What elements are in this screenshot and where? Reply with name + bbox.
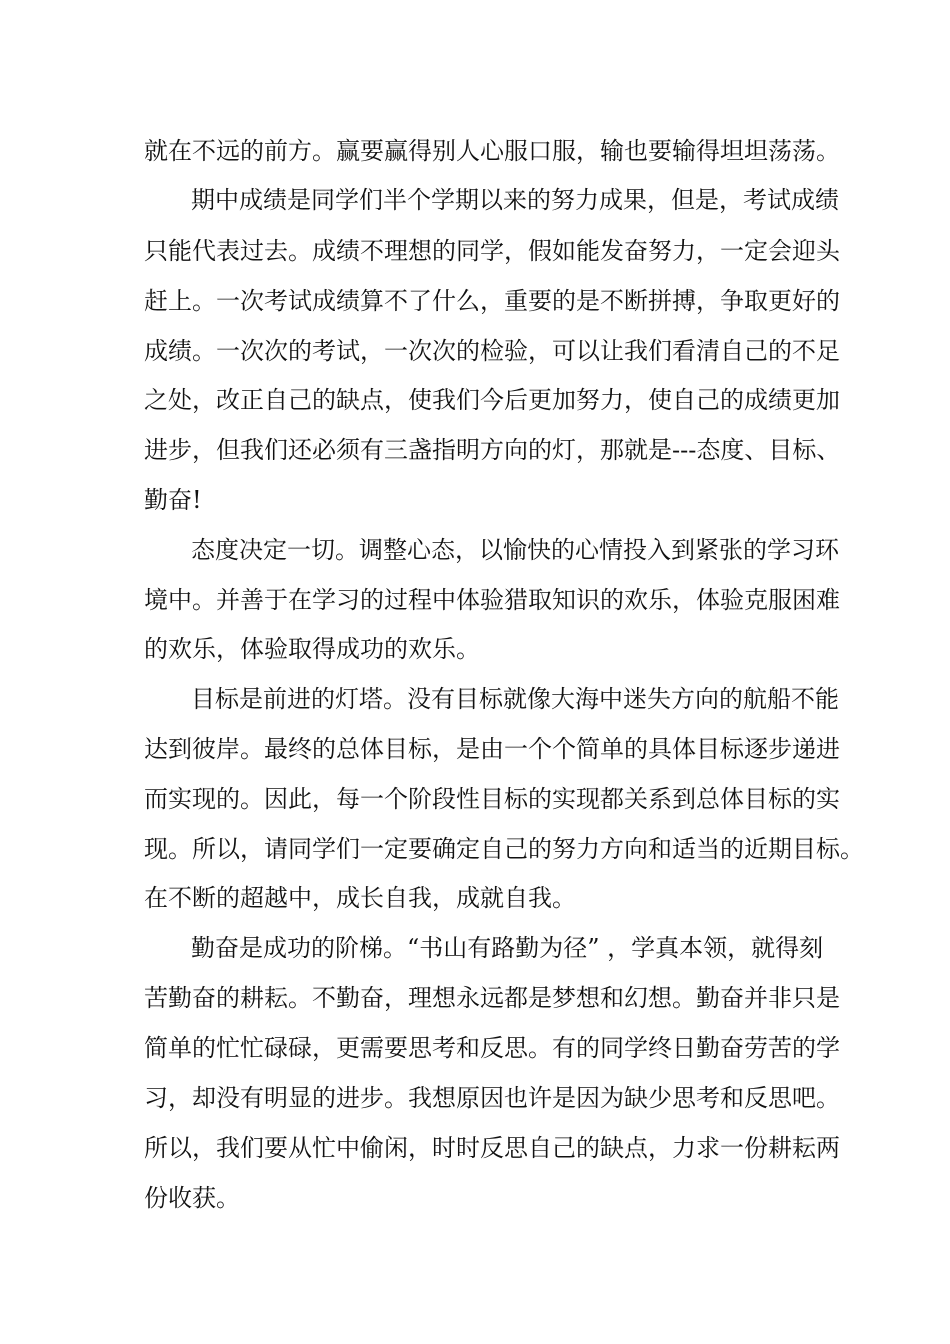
text-line: 而实现的。因此，每一个阶段性目标的实现都关系到总体目标的实 (144, 785, 840, 813)
text-line: 的欢乐，体验取得成功的欢乐。 (144, 635, 480, 663)
text-line: 境中。并善于在学习的过程中体验猎取知识的欢乐，体验克服困难 (144, 586, 840, 614)
text-line: 进步，但我们还必须有三盏指明方向的灯，那就是---态度、目标、 (144, 436, 841, 464)
text-line: 就在不远的前方。赢要赢得别人心服口服，输也要输得坦坦荡荡。 (144, 137, 840, 165)
text-line: 态度决定一切。调整心态，以愉快的心情投入到紧张的学习环 (191, 536, 839, 564)
text-line: 所以，我们要从忙中偷闲，时时反思自己的缺点，力求一份耕耘两 (144, 1134, 840, 1162)
text-line: 现。所以，请同学们一定要确定自己的努力方向和适当的近期目标。 (144, 835, 864, 863)
text-line: 只能代表过去。成绩不理想的同学，假如能发奋努力，一定会迎头 (144, 237, 840, 265)
text-line: 份收获。 (144, 1184, 240, 1212)
text-line: 达到彼岸。最终的总体目标，是由一个个简单的具体目标逐步递进 (144, 735, 840, 763)
text-line: 成绩。一次次的考试，一次次的检验，可以让我们看清自己的不足 (144, 337, 840, 365)
text-line: 习，却没有明显的进步。我想原因也许是因为缺少思考和反思吧。 (144, 1084, 840, 1112)
text-line: 苦勤奋的耕耘。不勤奋，理想永远都是梦想和幻想。勤奋并非只是 (144, 984, 840, 1012)
text-line: 之处，改正自己的缺点，使我们今后更加努力，使自己的成绩更加 (144, 386, 840, 414)
text-line: 目标是前进的灯塔。没有目标就像大海中迷失方向的航船不能 (191, 685, 839, 713)
text-line: 在不断的超越中，成长自我，成就自我。 (144, 884, 576, 912)
text-line: 勤奋! (144, 486, 202, 514)
text-line: 简单的忙忙碌碌，更需要思考和反思。有的同学终日勤奋劳苦的学 (144, 1034, 840, 1062)
text-line: 勤奋是成功的阶梯。“书山有路勤为径” ，学真本领，就得刻 (191, 934, 824, 962)
text-line: 赶上。一次考试成绩算不了什么，重要的是不断拼搏，争取更好的 (144, 287, 840, 315)
text-line: 期中成绩是同学们半个学期以来的努力成果，但是，考试成绩 (191, 186, 839, 214)
